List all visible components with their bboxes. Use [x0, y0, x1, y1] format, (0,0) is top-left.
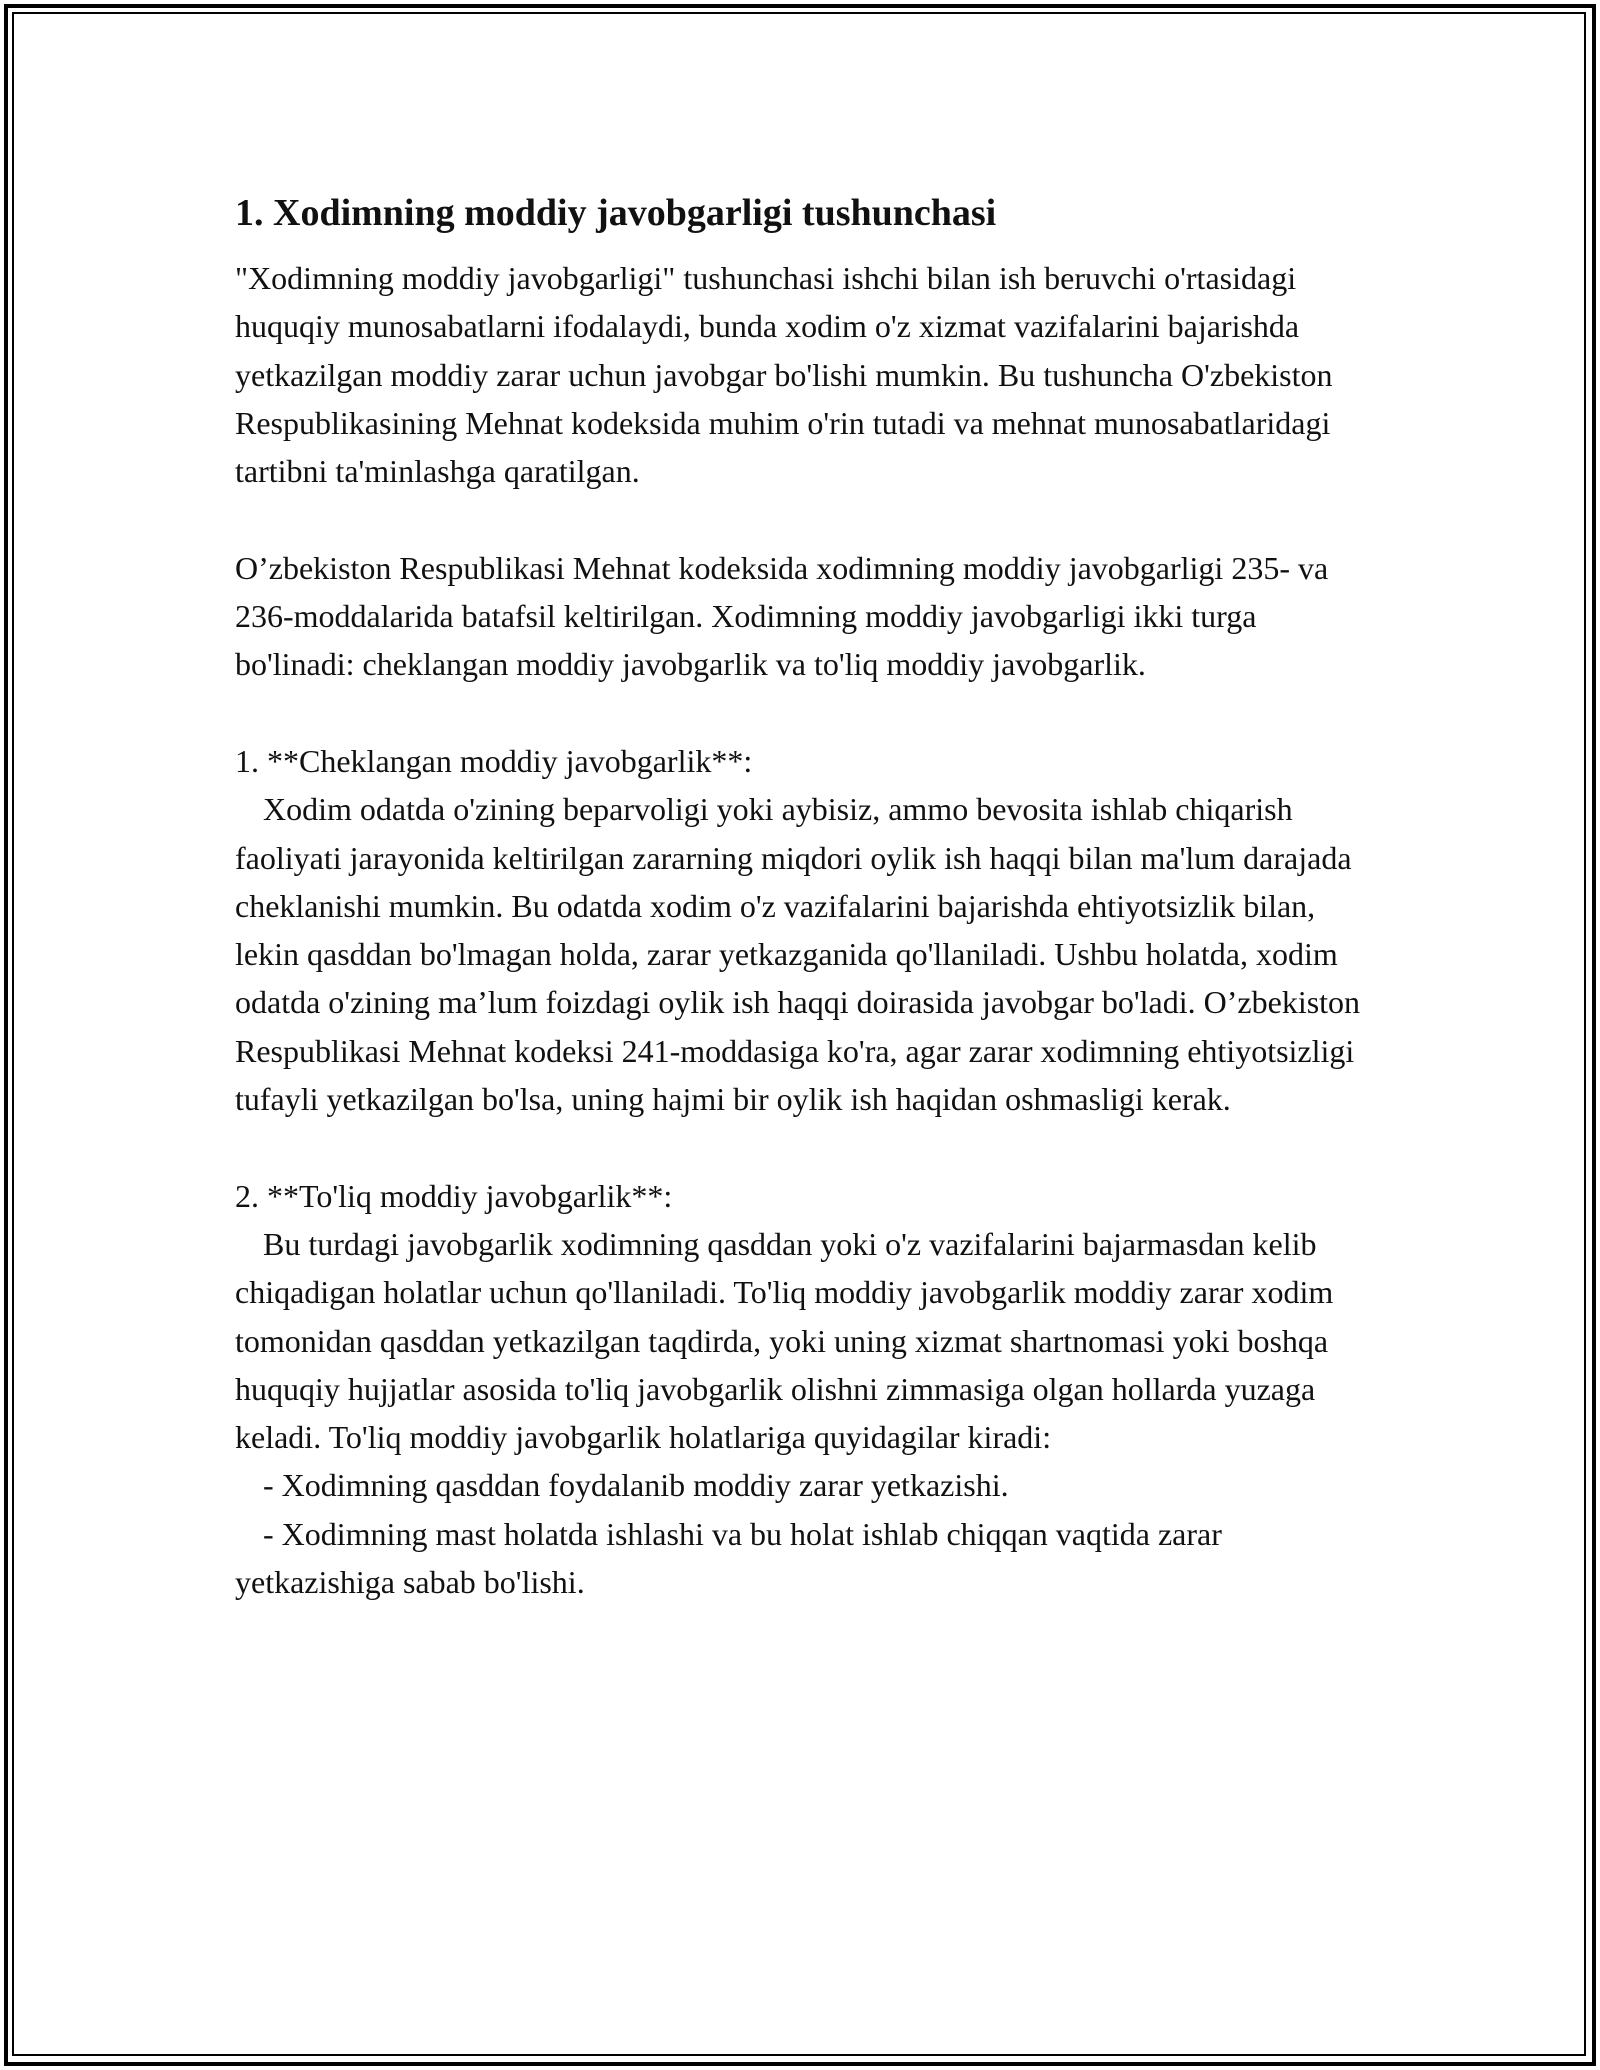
full-liability-bullet: - Xodimning mast holatda ishlashi va bu holat ishlab chiqqan vaqtida zarar yetkazishiga sabab bo'lishi. [235, 1515, 1222, 1601]
document-body [235, 186, 1375, 1606]
section-heading: 1. Xodimning moddiy javobgarligi tushunchasi [235, 192, 997, 234]
paragraph-spacer [235, 689, 1375, 737]
paragraph-spacer [235, 1123, 1375, 1171]
full-liability-body: Bu turdagi javobgarlik xodimning qasddan yoki o'z vazifalarini bajarmasdan kelib chiqadigan holatlar uchun qo'llaniladi. To'liq moddiy javobgarlik moddiy zarar xodim tomonidan qasddan yetkazilgan taqdirda, yoki uning xizmat shartnomasi yoki boshqa huquqiy hujjatlar asosida to'liq javobgarlik olishni zimmasiga olgan hollarda yuzaga keladi. To'liq moddiy javobgarlik holatlariga quyidagilar kiradi: [235, 1225, 1334, 1456]
intro-paragraph: "Xodimning moddiy javobgarligi" tushunchasi ishchi bilan ish beruvchi o'rtasidagi huquqiy munosabatlarni ifodalaydi, bunda xodim o'z xizmat vazifalarini bajarishda yetkazilgan moddiy zarar uchun javobgar bo'lishi mumkin. Bu tushuncha O'zbekiston Respublikasining Mehnat kodeksida muhim o'rin tutadi va mehnat munosabatlaridagi tartibni ta'minlashga qaratilgan. [235, 260, 1333, 490]
code-reference-paragraph: O’zbekiston Respublikasi Mehnat kodeksida xodimning moddiy javobgarligi 235- va 236-moddalarida batafsil keltirilgan. Xodimning moddiy javobgarligi ikki turga bo'linadi: cheklangan moddiy javobgarlik va to'liq moddiy javobgarlik. [235, 549, 1329, 683]
limited-liability-body: Xodim odatda o'zining beparvoligi yoki aybisiz, ammo bevosita ishlab chiqarish faoliyati jarayonida keltirilgan zararning miqdori oylik ish haqqi bilan ma'lum darajada cheklanishi mumkin. Bu odatda xodim o'z vazifalarini bajarishda ehtiyotsizlik bilan, lekin qasddan bo'lmagan holda, zarar yetkazganida qo'llaniladi. Ushbu holatda, xodim odatda o'zining ma’lum foizdagi oylik ish haqqi doirasida javobgar bo'ladi. O’zbekiston Respublikasi Mehnat kodeksi 241-moddasiga ko'ra, agar zarar xodimning ehtiyotsizligi tufayli yetkazilgan bo'lsa, uning hajmi bir oylik ish haqidan oshmasligi kerak. [235, 791, 1361, 1118]
full-liability-bullet: - Xodimning qasddan foydalanib moddiy zarar yetkazishi. [263, 1467, 1009, 1504]
limited-liability-title: 1. **Cheklangan moddiy javobgarlik**: [235, 742, 753, 779]
limited-liability-section [235, 737, 1375, 1123]
full-liability-title: 2. **To'liq moddiy javobgarlik**: [235, 1177, 673, 1214]
paragraph-spacer [235, 495, 1375, 543]
full-liability-section [235, 1172, 1375, 1607]
